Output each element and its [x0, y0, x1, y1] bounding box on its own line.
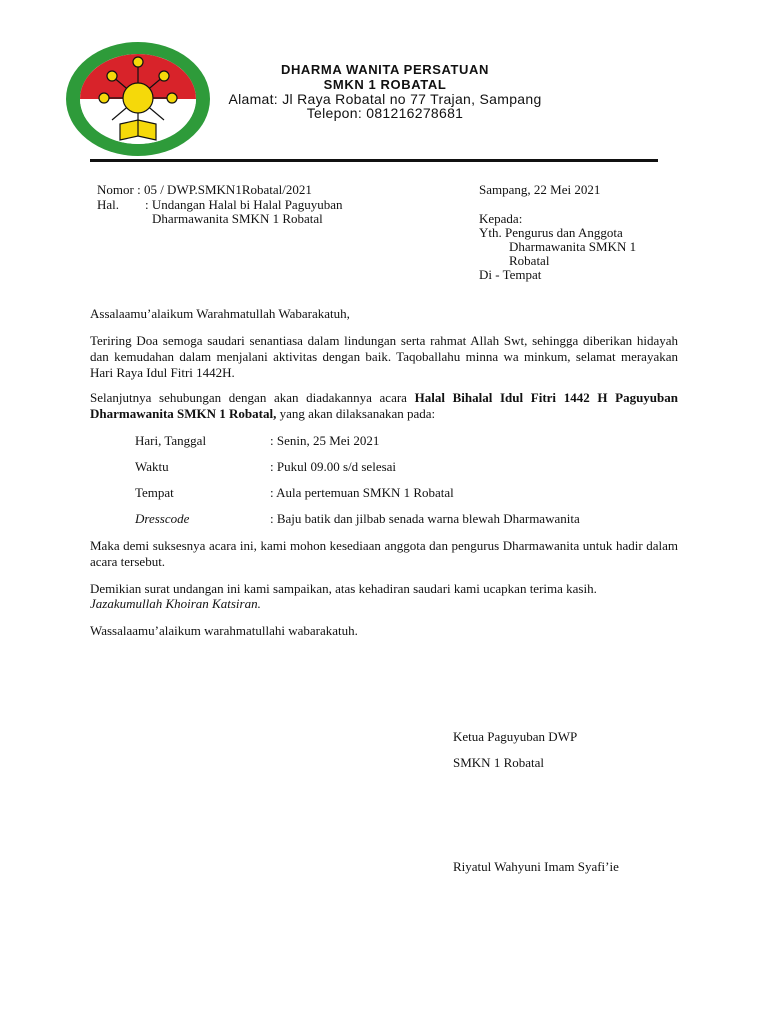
header-rule: [90, 159, 658, 162]
paragraph-3: Maka demi suksesnya acara ini, kami mohon kesediaan anggota dan pengurus Dharmawanita untuk hadir dalam acara tersebut.: [90, 538, 678, 569]
signature-title-1: Ketua Paguyuban DWP: [453, 729, 578, 744]
dwp-logo: [64, 40, 212, 158]
recipient-yth: Yth. Pengurus dan Anggota: [479, 225, 623, 240]
event-name: Halal Bihalal Idul Fitri 1442 H Paguyuban Dharmawanita SMKN 1 Robatal,: [90, 390, 678, 421]
detail-value: : Pukul 09.00 s/d selesai: [270, 459, 397, 474]
detail-value: : Aula pertemuan SMKN 1 Robatal: [270, 485, 454, 500]
detail-value: : Senin, 25 Mei 2021: [270, 433, 380, 448]
signature-name: Riyatul Wahyuni Imam Syafi’ie: [453, 859, 619, 874]
subject-label: Hal.: [97, 197, 120, 212]
detail-label: Hari, Tanggal: [135, 433, 207, 448]
recipient-line-3: Robatal: [509, 253, 550, 268]
letter-number: Nomor : 05 / DWP.SMKN1Robatal/2021: [97, 182, 312, 197]
paragraph-1: Teriring Doa semoga saudari senantiasa dalam lindungan serta rahmat Allah Swt, sehingga diberikan hidayah dan kemudahan dalam menjalani aktivitas dengan baik. Taqoballahu minna wa minkum, selamat merayakan Hari Raya Idul Fitri 1442H.: [90, 333, 678, 380]
recipient-place: Di - Tempat: [479, 267, 542, 282]
detail-value: : Baju batik dan jilbab senada warna blewah Dharmawanita: [270, 511, 580, 526]
paragraph-4-italic: Jazakumullah Khoiran Katsiran.: [90, 596, 261, 611]
closing: Wassalaamu’alaikum warahmatullahi wabarakatuh.: [90, 623, 358, 638]
paragraph-4: Demikian surat undangan ini kami sampaikan, atas kehadiran saudari kami ucapkan terima kasih.: [90, 581, 597, 596]
paragraph-2: Selanjutnya sehubungan dengan akan diadakannya acara Halal Bihalal Idul Fitri 1442 H Paguyuban Dharmawanita SMKN 1 Robatal, yang akan dilaksanakan pada:: [90, 390, 678, 421]
greeting: Assalaamu’alaikum Warahmatullah Wabarakatuh,: [90, 306, 350, 321]
signature-title-2: SMKN 1 Robatal: [453, 755, 544, 770]
detail-label: Dresscode: [135, 511, 190, 526]
detail-label: Tempat: [135, 485, 174, 500]
recipient-line-2: Dharmawanita SMKN 1: [509, 239, 637, 254]
phone: Telepon: 081216278681: [306, 105, 464, 121]
subject-line-1: : Undangan Halal bi Halal Paguyuban: [145, 197, 343, 212]
org-name: DHARMA WANITA PERSATUAN: [280, 62, 490, 77]
subject-line-2: Dharmawanita SMKN 1 Robatal: [152, 211, 323, 226]
address: Alamat: Jl Raya Robatal no 77 Trajan, Sampang: [228, 91, 542, 107]
recipient-kepada: Kepada:: [479, 211, 523, 226]
school-name: SMKN 1 ROBATAL: [323, 77, 447, 92]
detail-label: Waktu: [135, 459, 169, 474]
letter-date: Sampang, 22 Mei 2021: [479, 182, 601, 197]
